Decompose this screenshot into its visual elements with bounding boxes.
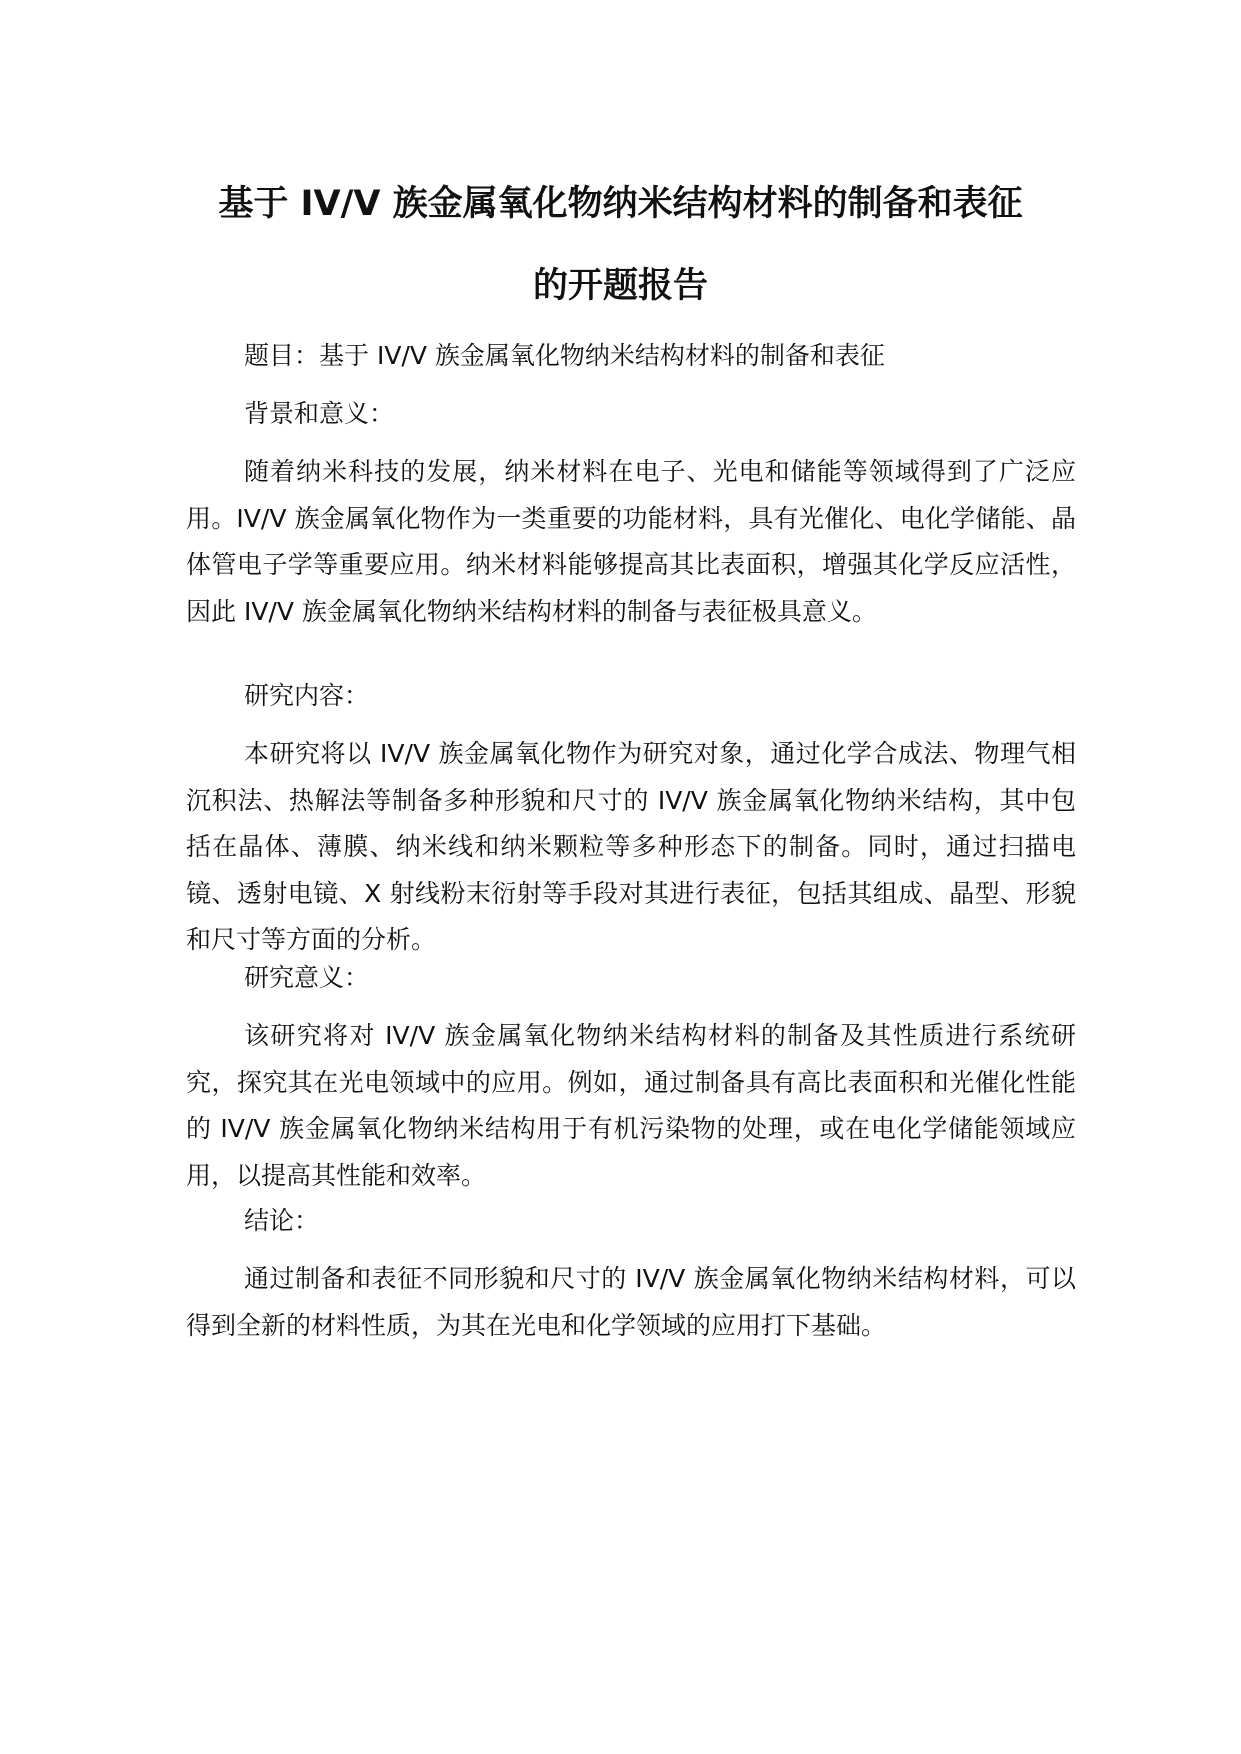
conclusion-paragraph: 通过制备和表征不同形貌和尺寸的 IV/V 族金属氧化物纳米结构材料，可以得到全新的材料性质，为其在光电和化学领域的应用打下基础。 — [186, 1264, 1076, 1340]
significance-heading: 研究意义： — [244, 963, 370, 992]
content-heading: 研究内容： — [244, 681, 370, 710]
topic-line: 题目：基于 IV/V 族金属氧化物纳米结构材料的制备和表征 — [244, 341, 885, 370]
conclusion-heading: 结论： — [244, 1206, 320, 1235]
background-heading: 背景和意义： — [244, 399, 395, 428]
document-title-line2: 的开题报告 — [532, 266, 708, 306]
significance-paragraph: 该研究将对 IV/V 族金属氧化物纳米结构材料的制备及其性质进行系统研究，探究其在光电领域中的应用。例如，通过制备具有高比表面积和光催化性能的 IV/V 族金属氧化物纳米结构用于有机污染物的处理，或在电化学储能领域应用，以提高其性能和效率。 — [186, 1021, 1076, 1190]
content-paragraph: 本研究将以 IV/V 族金属氧化物作为研究对象，通过化学合成法、物理气相沉积法、热解法等制备多种形貌和尺寸的 IV/V 族金属氧化物纳米结构，其中包括在晶体、薄膜、纳米线和纳米颗粒等多种形态下的制备。同时，通过扫描电镜、透射电镜、X 射线粉末衍射等手段对其进行表征，包括其组成、晶型、形貌和尺寸等方面的分析。 — [186, 739, 1076, 954]
document-title-line1: 基于 IV/V 族金属氧化物纳米结构材料的制备和表征 — [218, 184, 1023, 224]
background-paragraph: 随着纳米科技的发展，纳米材料在电子、光电和储能等领域得到了广泛应用。IV/V 族金属氧化物作为一类重要的功能材料，具有光催化、电化学储能、晶体管电子学等重要应用。纳米材料能够提高其比表面积，增强其化学反应活性，因此 IV/V 族金属氧化物纳米结构材料的制备与表征极具意义。 — [186, 457, 1076, 626]
